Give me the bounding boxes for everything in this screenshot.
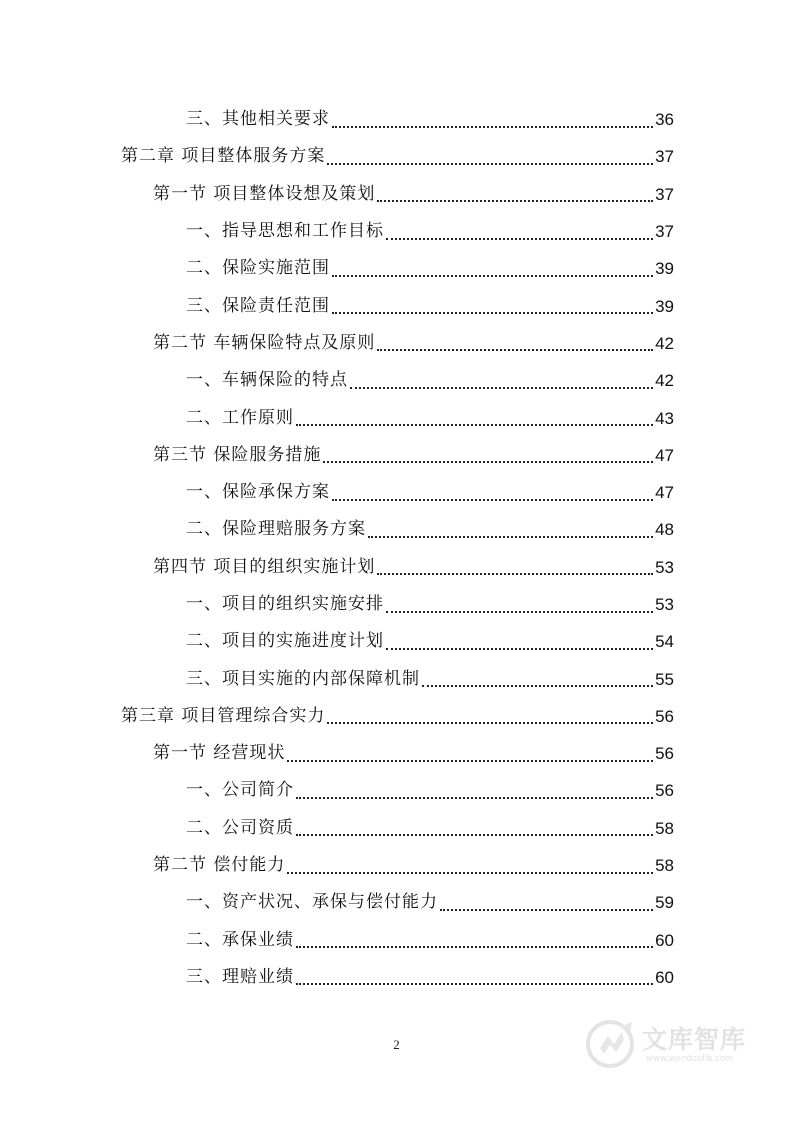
toc-entry[interactable] <box>153 325 674 362</box>
toc-page-number: 43 <box>655 408 674 428</box>
toc-entry[interactable] <box>186 623 674 660</box>
toc-dot-leader <box>296 797 653 799</box>
toc-page-number: 56 <box>655 706 674 726</box>
toc-dot-leader <box>332 126 653 128</box>
toc-entry-title: 二、公司资质 <box>186 817 294 838</box>
toc-entry-title: 三、项目实施的内部保障机制 <box>186 668 420 689</box>
toc-entry[interactable] <box>153 176 674 213</box>
toc-page-number: 54 <box>655 632 674 652</box>
toc-entry-title: 一、保险承保方案 <box>186 482 330 503</box>
toc-entry[interactable] <box>121 138 674 175</box>
toc-page-number: 39 <box>655 259 674 279</box>
toc-page-number: 37 <box>655 147 674 167</box>
toc-entry-title: 二、承保业绩 <box>186 929 294 950</box>
toc-page-number: 53 <box>655 595 674 614</box>
toc-entry-title: 三、其他相关要求 <box>186 109 330 130</box>
page-number: 2 <box>393 1037 400 1052</box>
toc-entry-title: 一、资产状况、承保与偿付能力 <box>186 892 438 913</box>
toc-dot-leader <box>386 611 653 613</box>
toc-page-number: 37 <box>655 184 674 204</box>
toc-entry-title: 第三章 项目管理综合实力 <box>121 705 326 726</box>
toc-dot-leader <box>296 983 653 985</box>
toc-entry-title: 第四节 项目的组织实施计划 <box>153 556 376 577</box>
toc-dot-leader <box>323 461 653 463</box>
toc-entry[interactable] <box>186 511 674 548</box>
toc-dot-leader <box>422 685 653 687</box>
toc-page-number: 42 <box>655 333 674 353</box>
toc-page-number: 56 <box>655 781 674 801</box>
toc-dot-leader <box>332 312 653 314</box>
toc-dot-leader <box>327 163 653 165</box>
toc-entry[interactable] <box>186 922 674 959</box>
toc-entry-title: 第二章 项目整体服务方案 <box>121 146 326 167</box>
toc-dot-leader <box>386 648 653 650</box>
toc-entry[interactable] <box>186 959 674 996</box>
toc-dot-leader <box>287 760 653 762</box>
toc-dot-leader <box>440 909 653 911</box>
toc-entry[interactable] <box>186 772 674 809</box>
toc-page-number: 39 <box>655 296 674 316</box>
toc-page-number: 42 <box>655 371 674 391</box>
toc-entry-title: 第二节 车辆保险特点及原则 <box>153 332 376 353</box>
watermark-logo-icon <box>586 1018 638 1070</box>
toc-dot-leader <box>368 536 653 538</box>
toc-entry[interactable] <box>186 250 674 287</box>
toc-entry[interactable] <box>186 660 674 697</box>
toc-page-number: 58 <box>655 856 674 876</box>
toc-page-number: 56 <box>655 744 674 764</box>
toc-entry[interactable] <box>186 362 674 399</box>
watermark-url: www.wendoulib.com <box>646 1054 734 1064</box>
toc-dot-leader <box>332 499 653 501</box>
toc-dot-leader <box>332 275 653 277</box>
toc-page-number: 60 <box>655 967 674 987</box>
toc-dot-leader <box>296 424 653 426</box>
toc-entry[interactable] <box>186 586 674 623</box>
toc-entry-title: 一、指导思想和工作目标 <box>186 221 384 242</box>
toc-entry-title: 二、保险实施范围 <box>186 258 330 279</box>
toc-entry-title: 三、理赔业绩 <box>186 966 294 987</box>
toc-entry-title: 一、车辆保险的特点 <box>186 370 348 391</box>
table-of-contents <box>0 101 793 996</box>
toc-dot-leader <box>350 387 653 389</box>
toc-page-number: 36 <box>655 110 674 130</box>
toc-entry[interactable] <box>153 549 674 586</box>
toc-page-number: 47 <box>655 445 674 465</box>
toc-entry-title: 第一节 项目整体设想及策划 <box>153 183 376 204</box>
watermark <box>586 1016 766 1076</box>
toc-entry-title: 三、保险责任范围 <box>186 295 330 316</box>
toc-entry[interactable] <box>153 735 674 772</box>
toc-entry[interactable] <box>153 437 674 474</box>
toc-entry[interactable] <box>186 474 674 511</box>
toc-page-number: 59 <box>655 893 674 913</box>
toc-page-number: 53 <box>655 557 674 577</box>
toc-dot-leader <box>327 722 653 724</box>
toc-entry[interactable] <box>186 884 674 921</box>
toc-entry-title: 第二节 偿付能力 <box>153 855 286 876</box>
toc-page-number: 48 <box>655 520 674 540</box>
toc-entry-title: 二、工作原则 <box>186 407 294 428</box>
toc-dot-leader <box>287 872 653 874</box>
toc-dot-leader <box>296 946 653 948</box>
toc-page-number: 58 <box>655 818 674 838</box>
toc-page-number: 55 <box>655 669 674 689</box>
toc-entry[interactable] <box>186 101 674 138</box>
toc-entry-title: 第三节 保险服务措施 <box>153 444 322 465</box>
toc-entry-title: 一、项目的组织实施安排 <box>186 594 384 614</box>
toc-entry[interactable] <box>186 213 674 250</box>
toc-entry[interactable] <box>186 810 674 847</box>
toc-entry-title: 一、公司简介 <box>186 780 294 801</box>
toc-dot-leader <box>296 834 653 836</box>
toc-entry[interactable] <box>121 698 674 735</box>
toc-entry[interactable] <box>186 287 674 324</box>
toc-entry-title: 二、保险理赔服务方案 <box>186 519 366 540</box>
toc-dot-leader <box>377 573 653 575</box>
toc-page-number: 37 <box>655 222 674 242</box>
watermark-title: 文库智库 <box>642 1025 747 1054</box>
toc-entry-title: 第一节 经营现状 <box>153 743 286 764</box>
toc-dot-leader <box>377 349 653 351</box>
toc-entry[interactable] <box>153 847 674 884</box>
toc-dot-leader <box>377 200 653 202</box>
toc-page-number: 60 <box>655 930 674 950</box>
toc-dot-leader <box>386 238 653 240</box>
toc-entry[interactable] <box>186 399 674 436</box>
toc-entry-title: 二、项目的实施进度计划 <box>186 631 384 652</box>
toc-page-number: 47 <box>655 483 674 503</box>
